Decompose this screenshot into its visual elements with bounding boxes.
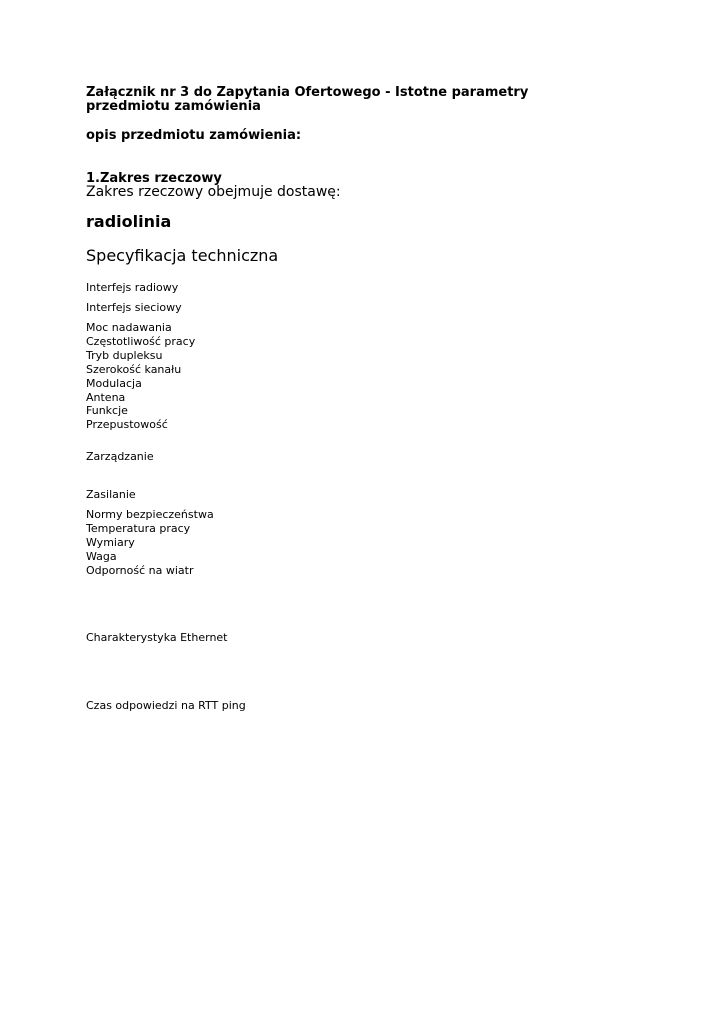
spec-label-radio-interface: Interfejs radiowy	[86, 281, 179, 294]
spec-label-ethernet: Charakterystyka Ethernet	[86, 631, 228, 644]
spec-label-functions: Funkcje	[86, 404, 128, 418]
spec-label-tx-power: Moc nadawania	[86, 321, 172, 334]
spec-list-group1	[86, 321, 195, 432]
section-heading: 1.Zakres rzeczowy	[86, 171, 222, 186]
document-subtitle: opis przedmiotu zamówienia:	[86, 128, 302, 143]
spec-label-modulation: Modulacja	[86, 376, 142, 390]
spec-label-wind-resistance: Odporność na wiatr	[86, 563, 194, 577]
document-title: Załącznik nr 3 do Zapytania Ofertowego - Istotne parametry przedmiotu zamówienia	[86, 85, 529, 114]
spec-heading: Specyfikacja techniczna	[86, 246, 279, 265]
spec-label-operating-temperature: Temperatura pracy	[86, 521, 191, 535]
spec-label-rtt-ping: Czas odpowiedzi na RTT ping	[86, 699, 246, 712]
spec-label-duplex-mode: Tryb dupleksu	[86, 348, 163, 362]
spec-list-group2	[86, 508, 214, 578]
spec-label-power: Zasilanie	[86, 488, 136, 501]
section-intro: Zakres rzeczowy obejmuje dostawę:	[86, 184, 341, 200]
spec-label-frequency: Częstotliwość pracy	[86, 334, 196, 348]
spec-label-network-interface: Interfejs sieciowy	[86, 301, 182, 314]
spec-label-safety-standards: Normy bezpieczeństwa	[86, 508, 214, 521]
spec-label-weight: Waga	[86, 549, 117, 563]
spec-label-dimensions: Wymiary	[86, 535, 135, 549]
product-name: radiolinia	[86, 212, 172, 231]
spec-label-channel-width: Szerokość kanału	[86, 362, 182, 376]
spec-label-throughput: Przepustowość	[86, 418, 168, 432]
spec-label-antenna: Antena	[86, 390, 126, 404]
spec-label-management: Zarządzanie	[86, 450, 154, 463]
